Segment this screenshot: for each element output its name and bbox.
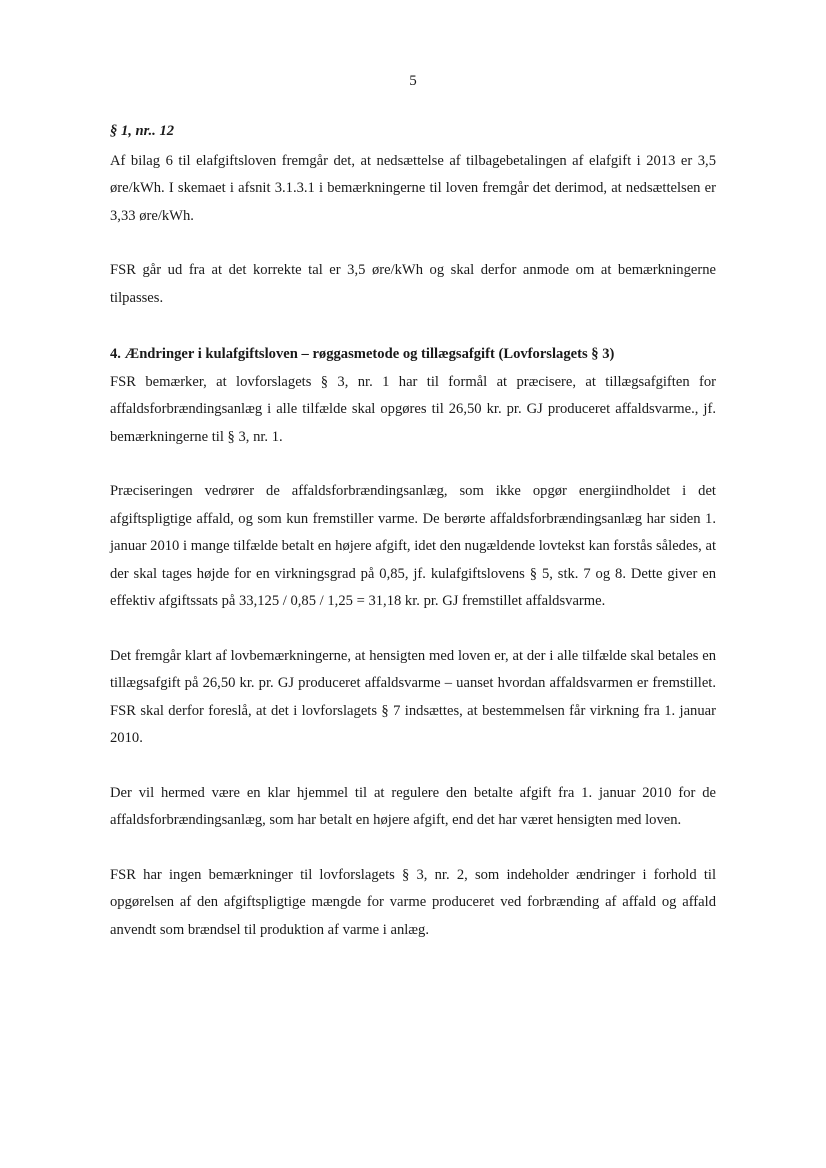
paragraph-ingen-bemaerkninger: FSR har ingen bemærkninger til lovforslagets § 3, nr. 2, som indeholder ændringer i forhold til opgørelsen af den afgiftspligtige mængde for varme produceret ved forbrænding af affald og affald anvendt som brændsel til produktion af varme i anlæg.: [110, 866, 716, 938]
paragraph-praeciseringen: Præciseringen vedrører de affaldsforbrændingsanlæg, som ikke opgør energiindholdet i det afgiftspligtige affald, og som kun fremstiller varme. De berørte affaldsforbrændingsanlæg har siden 1. januar 2010 i mange tilfælde betalt en højere afgift, idet den nugældende lovtekst kan forstås således, at der skal tages højde for en virkningsgrad på 0,85, jf. kulafgiftslovens § 5, stk. 7 og 8. Dette giver en effektiv afgiftssats på 33,125 / 0,85 / 1,25 = 31,18 kr. pr. GJ fremstillet affaldsvarme.: [110, 483, 716, 609]
paragraph-lovbemaerkningerne: Det fremgår klart af lovbemærkningerne, at hensigten med loven er, at der i alle tilfælde skal betales en tillægsafgift på 26,50 kr. pr. GJ produceret affaldsvarme – uanset hvordan affaldsvarmen er fremstillet. FSR skal derfor foreslå, at det i lovforslagets § 7 indsættes, at bestemmelsen får virkning fra 1. januar 2010.: [110, 647, 716, 746]
page-number: 5: [409, 73, 417, 89]
paragraph-gap: [110, 753, 716, 780]
paragraph-gap: [110, 616, 716, 643]
paragraph-gap: [110, 835, 716, 862]
section-heading-s1-nr12: § 1, nr.. 12: [110, 123, 175, 139]
document-body: [110, 118, 716, 944]
paragraph-fsr-bemaerker: FSR bemærker, at lovforslagets § 3, nr. 1 har til formål at præcisere, at tillægsafgiften for affaldsforbrændingsanlæg i alle tilfælde skal opgøres til 26,50 kr. pr. GJ produceret affaldsvarme., jf. bemærkningerne til § 3, nr. 1.: [110, 373, 716, 445]
paragraph-gap: [110, 230, 716, 257]
paragraph-elafgift-bilag: Af bilag 6 til elafgiftsloven fremgår det, at nedsættelse af tilbagebetalingen af elafgift i 2013 er 3,5 øre/kWh. I skemaet i afsnit 3.1.3.1 i bemærkningerne til loven fremgår det derimod, at nedsættelsen er 3,33 øre/kWh.: [110, 152, 716, 224]
paragraph-gap: [110, 451, 716, 478]
section-heading-kulafgiftsloven: 4. Ændringer i kulafgiftsloven – røggasmetode og tillægsafgift (Lovforslagets § 3): [110, 346, 615, 362]
paragraph-hjemmel: Der vil hermed være en klar hjemmel til at regulere den betalte afgift fra 1. januar 2010 for de affaldsforbrændingsanlæg, som har betalt en højere afgift, end det har været hensigten med loven.: [110, 784, 716, 828]
paragraph-fsr-correction: FSR går ud fra at det korrekte tal er 3,5 øre/kWh og skal derfor anmode om at bemærkningerne tilpasses.: [110, 262, 716, 306]
paragraph-gap: [110, 312, 716, 341]
